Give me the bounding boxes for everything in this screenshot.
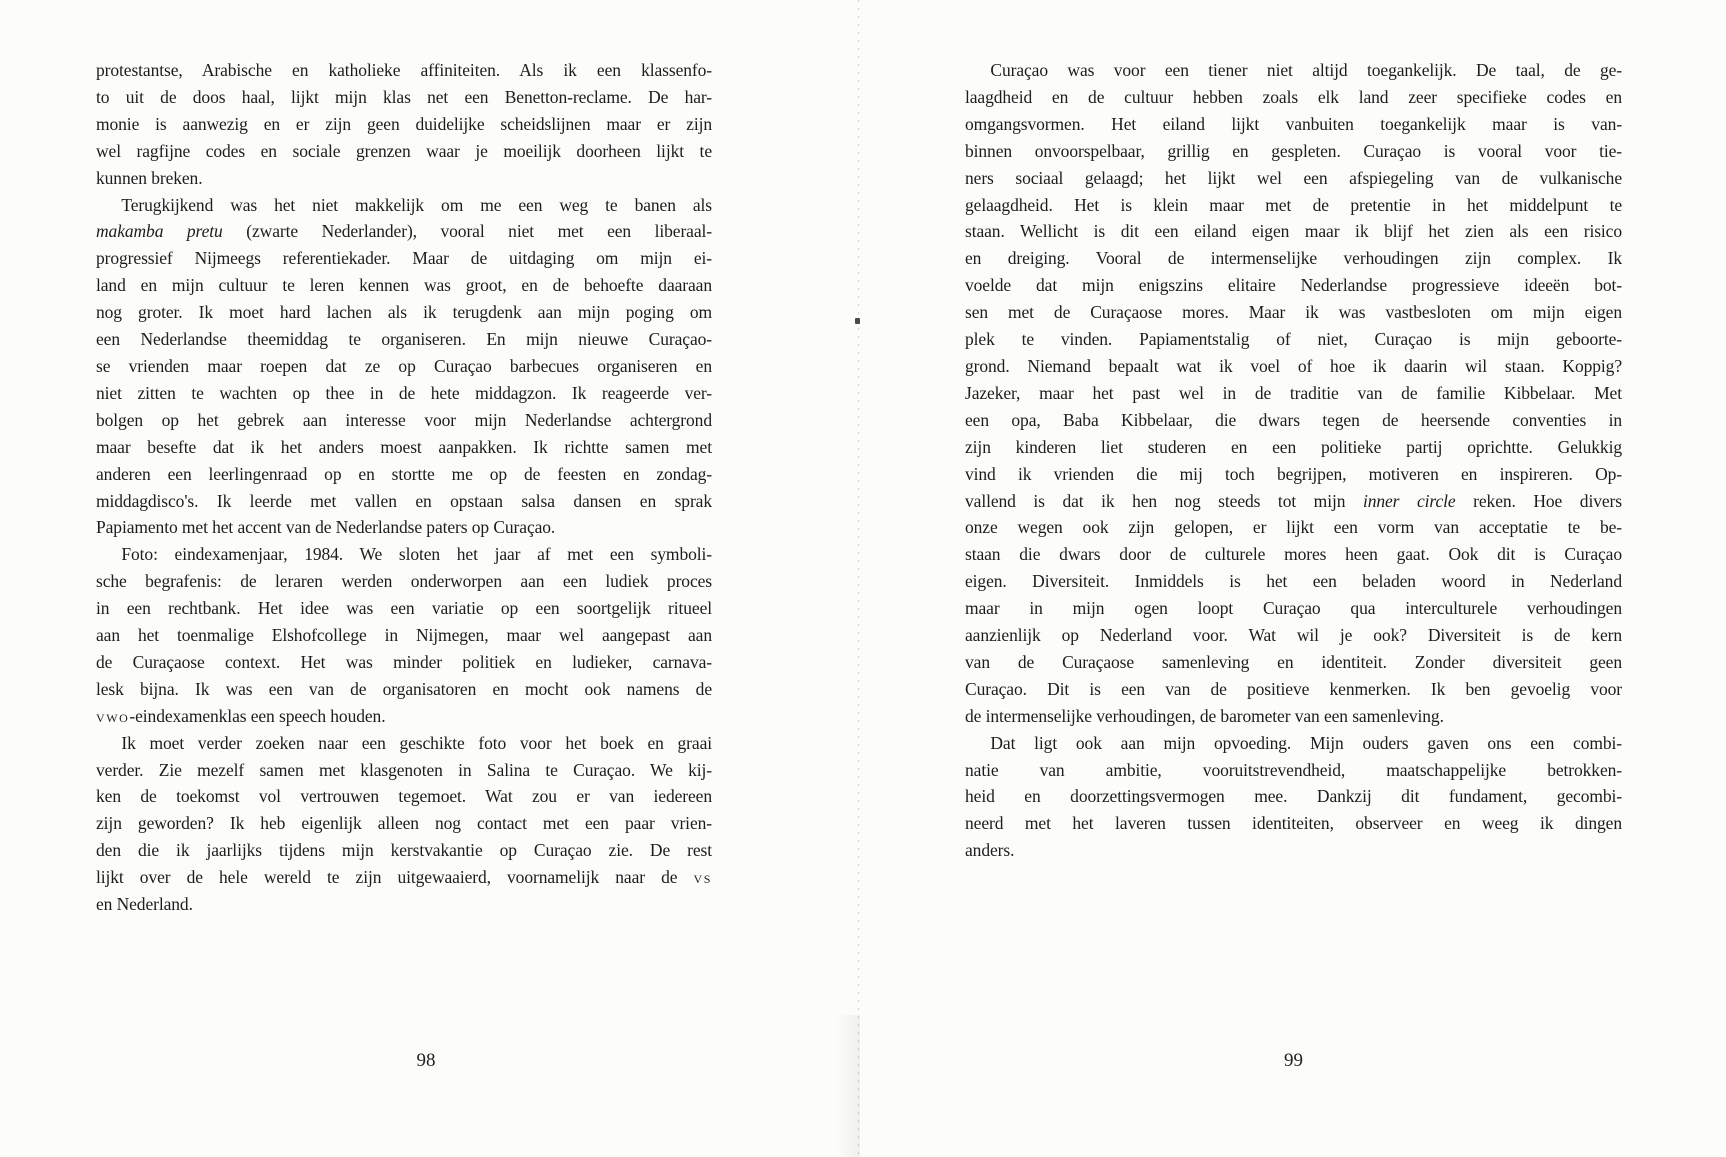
left-page-text (96, 57, 712, 918)
text-line: protestantse, Arabische en katholieke affiniteiten. Als ik een klassenfo- (96, 60, 712, 80)
text-line: kunnen breken. (96, 167, 203, 188)
text-line: voelde dat mijn enigszins elitaire Nederlandse progressieve ideeën bot- (965, 275, 1622, 296)
paragraph (965, 57, 1622, 730)
text-line: en Nederland. (96, 894, 193, 915)
text-line: bolgen op het gebrek aan interesse voor mijn Nederlandse achtergrond (96, 409, 712, 430)
text-line: de intermenselijke verhoudingen, de barometer van een samenleving. (965, 705, 1444, 726)
left-page-number: 98 (416, 1050, 436, 1071)
gutter-line (858, 0, 859, 1157)
text-line: laagdheid en de cultuur hebben zoals elk land zeer specifieke codes en (965, 86, 1622, 107)
text-line: Foto: eindexamenjaar, 1984. We sloten het jaar af met een symboli- (121, 544, 712, 565)
text-line: sen met de Curaçaose mores. Maar ik was vastbesloten om mijn eigen (965, 302, 1622, 323)
text-line: gelaagdheid. Het is klein maar met de pretentie in het middelpunt te (965, 194, 1622, 215)
text-line: natie van ambitie, vooruitstrevendheid, maatschappelijke betrokken- (965, 759, 1622, 780)
text-line: Dat ligt ook aan mijn opvoeding. Mijn ouders gaven ons een combi- (990, 732, 1622, 753)
text-line: nog groter. Ik moet hard lachen als ik terugdenk aan mijn poging om (96, 302, 712, 323)
text-line: niet zitten te wachten op thee in de hete middagzon. Ik reageerde ver- (96, 382, 712, 403)
text-line: Curaçao. Dit is een van de positieve kenmerken. Ik ben gevoelig voor (965, 678, 1622, 699)
text-line: ners sociaal gelaagd; het lijkt wel een afspiegeling van de vulkanische (965, 167, 1622, 188)
text-line: grond. Niemand bepaalt wat ik voel of hoe ik daarin wil staan. Koppig? (965, 355, 1622, 376)
text-line: zijn geworden? Ik heb eigenlijk alleen nog contact met een paar vrien- (96, 813, 712, 834)
text-line: maar besefte dat ik het anders moest aanpakken. Ik richtte samen met (96, 436, 712, 457)
text-line: makamba pretu (zwarte Nederlander), vooral niet met een liberaal- (96, 221, 712, 242)
text-line: een opa, Baba Kibbelaar, die dwars tegen de heersende conventies in (965, 409, 1622, 430)
text-line: omgangsvormen. Het eiland lijkt vanbuiten toegankelijk maar is van- (965, 113, 1622, 134)
text-line: Terugkijkend was het niet makkelijk om me een weg te banen als (121, 194, 712, 215)
right-page-number: 99 (1284, 1050, 1303, 1071)
gutter-speck (855, 318, 860, 324)
text-line: verder. Zie mezelf samen met klasgenoten in Salina te Curaçao. We kij- (96, 759, 712, 780)
paragraph (96, 192, 712, 542)
text-line: in een rechtbank. Het idee was een variatie op een soortgelijk ritueel (96, 598, 712, 619)
text-line: zijn kinderen liet studeren en een politieke partij oprichtte. Gelukkig (965, 436, 1622, 457)
text-line: to uit de doos haal, lijkt mijn klas net een Benetton-reclame. De har- (96, 86, 712, 107)
text-line: vind ik vrienden die mij toch begrijpen, motiveren en inspireren. Op- (965, 463, 1622, 484)
paragraph (96, 541, 712, 729)
text-line: ken de toekomst vol vertrouwen tegemoet. Wat zou er van iedereen (96, 786, 712, 807)
text-line: den die ik jaarlijks tijdens mijn kerstvakantie op Curaçao zie. De rest (96, 840, 712, 861)
paragraph (96, 57, 712, 192)
text-line: vwo-eindexamenklas een speech houden. (96, 705, 386, 726)
text-line: aan het toenmalige Elshofcollege in Nijmegen, maar wel aangepast aan (96, 625, 712, 646)
text-line: staan. Wellicht is dit een eiland eigen maar ik blijf het zien als een risico (965, 221, 1622, 242)
right-page-text (965, 57, 1622, 864)
text-line: se vrienden maar roepen dat ze op Curaçao barbecues organiseren en (96, 355, 712, 376)
text-line: neerd met het laveren tussen identiteiten, observeer en weeg ik dingen (965, 813, 1622, 834)
text-line: plek te vinden. Papiamentstalig of niet, Curaçao is mijn geboorte- (965, 329, 1622, 350)
text-line: heid en doorzettingsvermogen mee. Dankzij dit fundament, gecombi- (965, 786, 1622, 807)
text-line: eigen. Diversiteit. Inmiddels is het een beladen woord in Nederland (965, 571, 1622, 592)
text-line: land en mijn cultuur te leren kennen was groot, en de behoefte daaraan (96, 275, 712, 296)
text-line: Jazeker, maar het past wel in de traditie van de familie Kibbelaar. Met (965, 382, 1622, 403)
text-line: binnen onvoorspelbaar, grillig en gespleten. Curaçao is vooral voor tie- (965, 140, 1622, 161)
text-line: van de Curaçaose samenleving en identiteit. Zonder diversiteit geen (965, 651, 1622, 672)
gutter-shadow (836, 1015, 860, 1157)
text-line: Papiamento met het accent van de Nederlandse paters op Curaçao. (96, 517, 556, 538)
text-line: anderen een leerlingenraad op en stortte me op de feesten en zondag- (96, 463, 712, 484)
paragraph (96, 730, 712, 918)
text-line: staan die dwars door de culturele mores heen gaat. Ook dit is Curaçao (965, 544, 1622, 565)
text-line: aanzienlijk op Nederland voor. Wat wil je ook? Diversiteit is de kern (965, 625, 1622, 646)
text-line: monie is aanwezig en er zijn geen duidelijke scheidslijnen maar er zijn (96, 113, 712, 134)
text-line: Curaçao was voor een tiener niet altijd toegankelijk. De taal, de ge- (990, 60, 1622, 80)
text-line: anders. (965, 840, 1015, 861)
text-line: maar in mijn ogen loopt Curaçao qua interculturele verhoudingen (965, 598, 1622, 619)
text-line: lesk bijna. Ik was een van de organisatoren en mocht ook namens de (96, 678, 712, 699)
text-line: een Nederlandse theemiddag te organiseren. En mijn nieuwe Curaçao- (96, 329, 712, 350)
text-line: Ik moet verder zoeken naar een geschikte foto voor het boek en graai (121, 732, 712, 753)
text-line: wel ragfijne codes en sociale grenzen waar je moeilijk doorheen lijkt te (96, 140, 712, 161)
paragraph (965, 730, 1622, 865)
text-line: sche begrafenis: de leraren werden onderworpen aan een ludiek proces (96, 571, 712, 592)
text-line: progressief Nijmeegs referentiekader. Maar de uitdaging om mijn ei- (96, 248, 712, 269)
text-line: de Curaçaose context. Het was minder politiek en ludieker, carnava- (96, 651, 712, 672)
text-line: en dreiging. Vooral de intermenselijke verhoudingen zijn complex. Ik (965, 248, 1622, 269)
text-line: lijkt over de hele wereld te zijn uitgewaaierd, voornamelijk naar de vs (96, 867, 712, 888)
text-line: middagdisco's. Ik leerde met vallen en opstaan salsa dansen en sprak (96, 490, 712, 511)
text-line: vallend is dat ik hen nog steeds tot mijn inner circle reken. Hoe divers (965, 490, 1622, 511)
text-line: onze wegen ook zijn gelopen, er lijkt een vorm van acceptatie te be- (965, 517, 1622, 538)
